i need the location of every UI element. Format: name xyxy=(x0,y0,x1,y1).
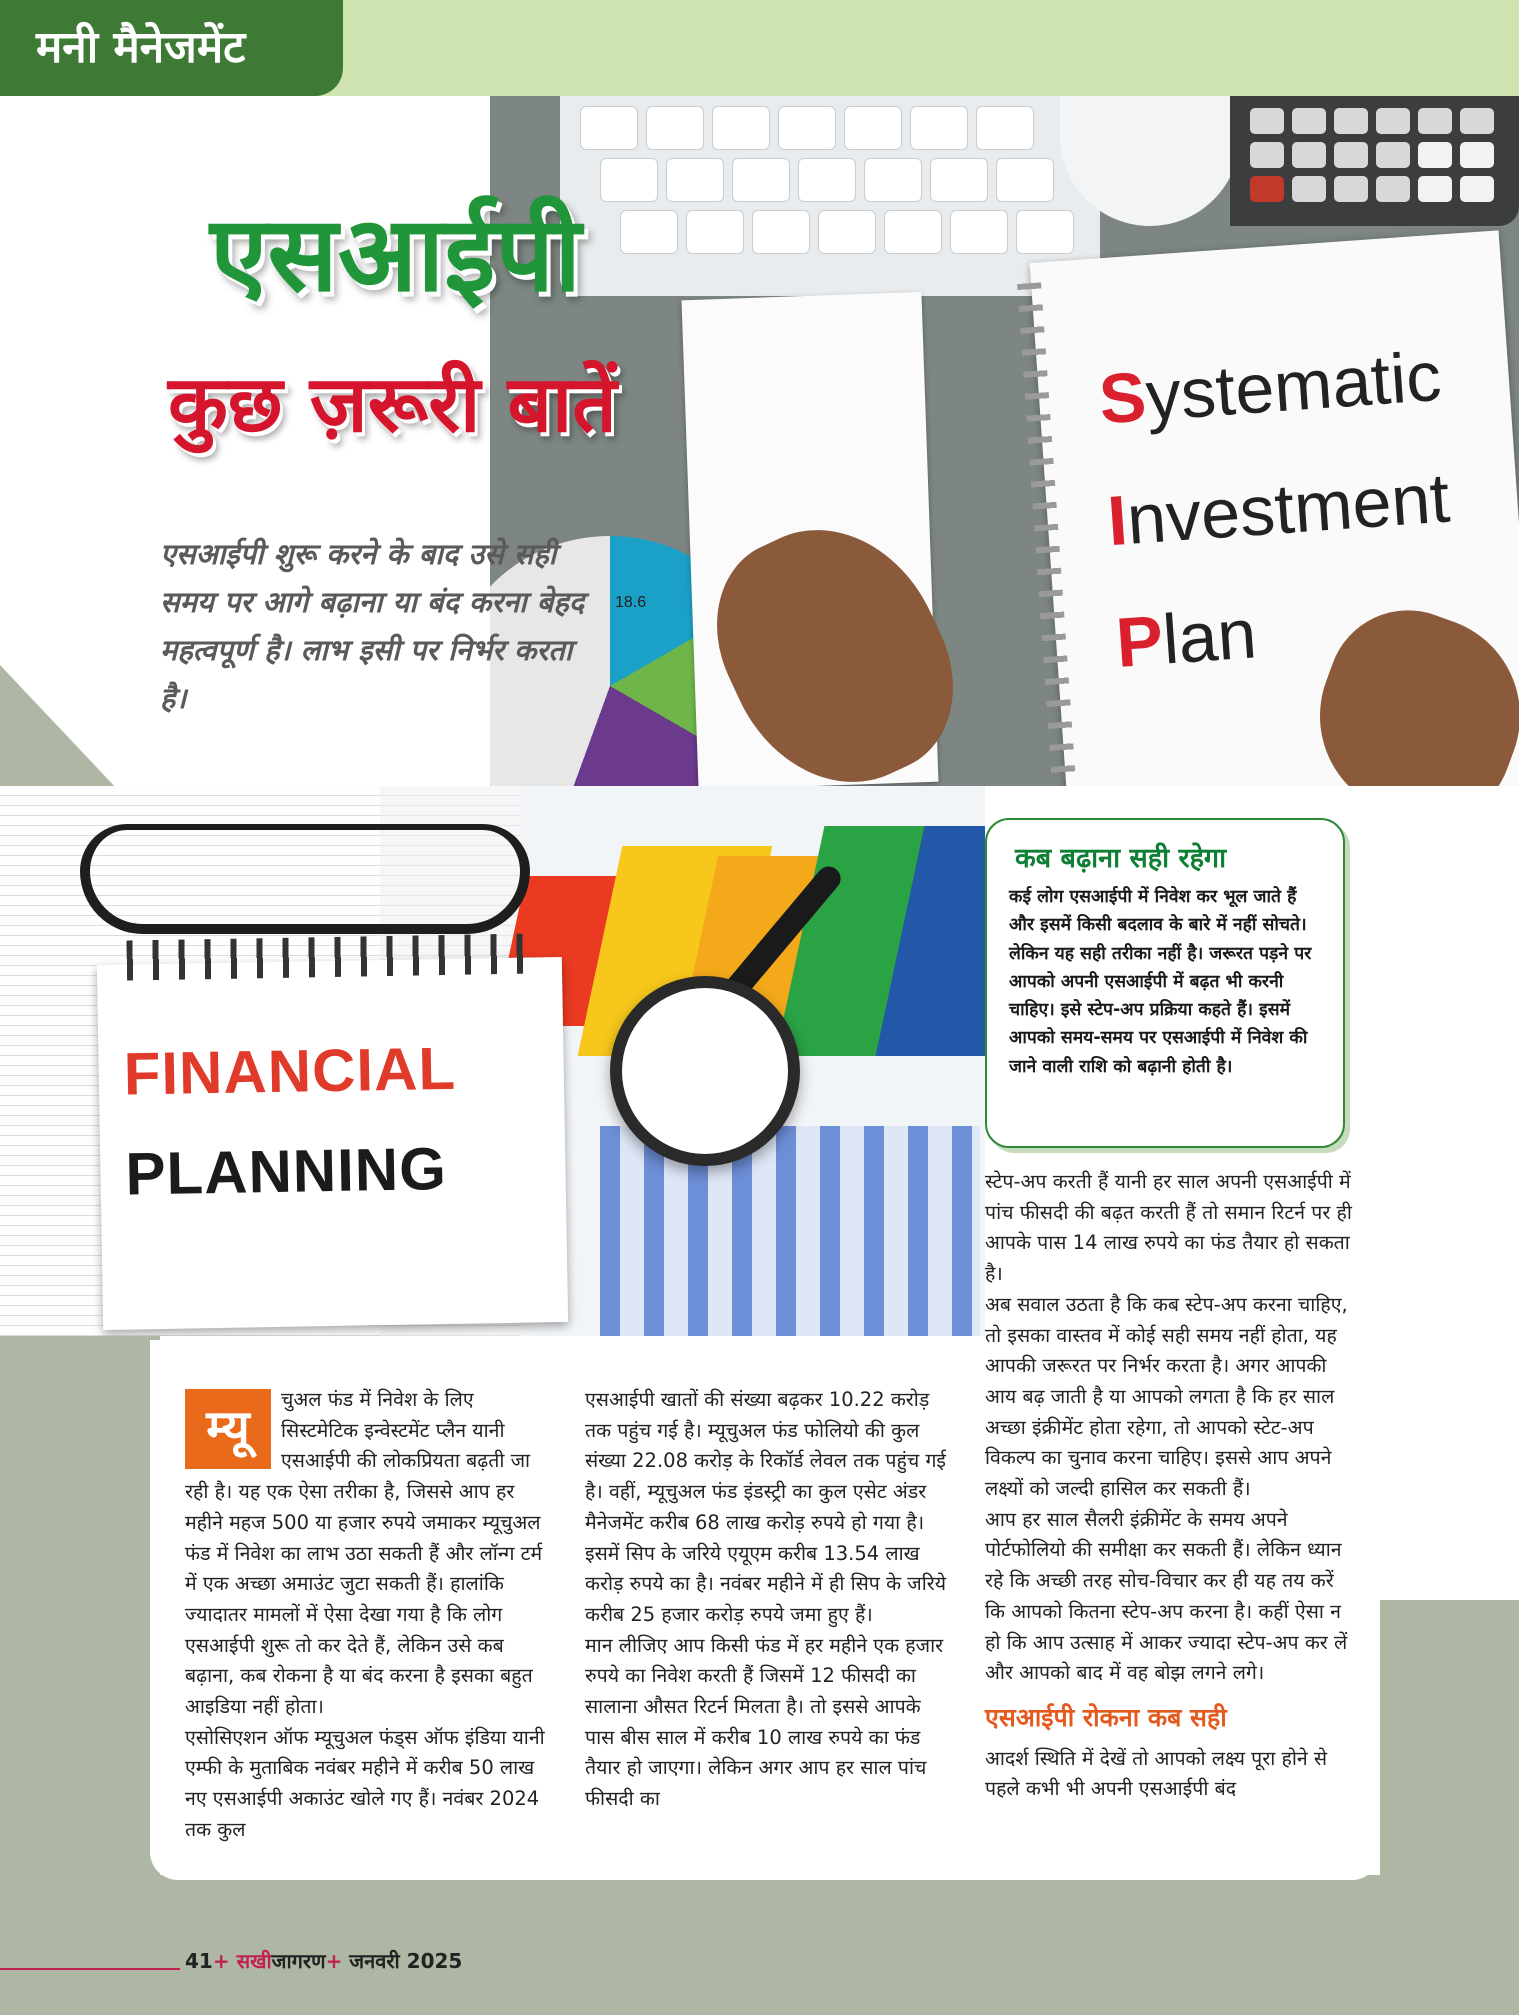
footer-rule xyxy=(0,1968,180,1970)
paragraph: अब सवाल उठता है कि कब स्टेप-अप करना चाहिए, तो इसका वास्तव में कोई सही समय नहीं होता, यह आपकी जरूरत पर निर्भर करता है। अगर आपकी आय बढ़ जाती है या आपको लगता है कि हर साल अच्छा इंक्रीमेंट होता रहेगा, तो आपको स्टेट-अप विकल्प का चुनाव करना चाहिए। इससे आप अपने लक्ष्यों को जल्दी हासिल कर सकती हैं। xyxy=(985,1292,1348,1501)
hero-image xyxy=(490,96,1519,786)
paragraph: आदर्श स्थिति में देखें तो आपको लक्ष्य पूरा होने से पहले कभी भी अपनी एसआईपी बंद xyxy=(985,1746,1328,1801)
paragraph: आप हर साल सैलरी इंक्रीमेंट के समय अपने पोर्टफोलियो की समीक्षा कर सकती हैं। लेकिन ध्यान रहे कि अच्छी तरह सोच-विचार कर ही यह तय करें कि आपको कितना स्टेप-अप करना है। कहीं ऐसा न हो कि आप उत्साह में आकर ज्यादा स्टेप-अप कर लें और आपको बाद में वह बोझ लगने लगे। xyxy=(985,1507,1348,1685)
publication-logo-part2: जागरण xyxy=(271,1949,326,1973)
paragraph: मान लीजिए आप किसी फंड में हर महीने एक हजार रुपये का निवेश करती हैं जिसमें 12 फीसदी का सालाना औसत रिटर्न मिलता है। तो इससे आपके पास बीस साल में करीब 10 लाख रुपये का फंड तैयार हो जाएगा। लेकिन अगर आप हर साल पांच फीसदी का xyxy=(585,1633,944,1811)
calculator-illustration xyxy=(1230,96,1519,226)
drop-cap: म्यू xyxy=(185,1389,271,1469)
notepad-word-financial: FINANCIAL xyxy=(123,1034,457,1108)
background-shape-bottom xyxy=(0,1875,1519,2015)
article-column-1 xyxy=(185,1385,550,1846)
notepad-spiral xyxy=(126,934,527,981)
article-column-2 xyxy=(585,1385,950,1815)
article-column-3 xyxy=(985,1167,1355,1805)
notepad-word-planning: PLANNING xyxy=(124,1135,448,1208)
sip-line-systematic: Systematic xyxy=(1096,336,1444,439)
keyboard-illustration xyxy=(560,96,1100,296)
sidebar-text: कई लोग एसआईपी में निवेश कर भूल जाते हैं और इसमें किसी बदलाव के बारे में नहीं सोचते। लेकिन यह सही तरीका नहीं है। जरूरत पड़ने पर आपको अपनी एसआईपी में बढ़त भी करनी चाहिए। इसे स्टेप-अप प्रक्रिया कहते हैं। इसमें आपको समय-समय पर एसआईपी में निवेश की जाने वाली राशि को बढ़ानी होती है। xyxy=(1009,887,1312,1077)
sip-line-plan: Plan xyxy=(1113,594,1259,682)
headline: एसआईपी xyxy=(210,193,582,315)
paragraph: एसआईपी खातों की संख्या बढ़कर 10.22 करोड़ तक पहुंच गई है। म्यूचुअल फंड फोलियो की कुल संख्या 22.08 करोड़ के रिकॉर्ड लेवल तक पहुंच गई है। वहीं, म्यूचुअल फंड इंडस्ट्री का कुल एसेट अंडर मैनेजमेंट करीब 68 लाख करोड़ रुपये हो गया है। इसमें सिप के जरिये एयूएम करीब 13.54 लाख करोड़ रुपये का है। नवंबर महीने में ही सिप के जरिये करीब 25 हजार करोड़ रुपये जमा हुए हैं। xyxy=(585,1388,947,1626)
paragraph: एसोसिएशन ऑफ म्यूचुअल फंड्स ऑफ इंडिया यानी एम्फी के मुताबिक नवंबर महीने में करीब 50 लाख नए एसआईपी अकाउंट खोले गए हैं। नवंबर 2024 तक कुल xyxy=(185,1725,545,1841)
sidebar-title: कब बढ़ाना सही रहेगा xyxy=(1015,843,1227,874)
section-label: मनी मैनेजमेंट xyxy=(0,0,343,96)
glasses-illustration xyxy=(80,824,530,934)
paragraph: चुअल फंड में निवेश के लिए सिस्टमेटिक इन्वेस्टमेंट प्लैन यानी एसआईपी की लोकप्रियता बढ़ती जा रही है। यह एक ऐसा तरीका है, जिससे आप हर महीने महज 500 या हजार रुपये जमाकर म्यूचुअल फंड में निवेश का लाभ उठा सकती हैं और लॉन्ग टर्म में एक अच्छा अमाउंट जुटा सकती हैं। हालांकि ज्यादातर मामलों में ऐसा देखा गया है कि लोग एसआईपी शुरू तो कर देते हैं, लेकिन उसे कब बढ़ाना, कब रोकना है या बंद करना है इसका बहुत आइडिया नहीं होता। xyxy=(185,1388,543,1719)
financial-planning-notepad xyxy=(97,957,568,1330)
page-number: 41 xyxy=(185,1949,213,1973)
paragraph: स्टेप-अप करती हैं यानी हर साल अपनी एसआईपी में पांच फीसदी की बढ़त करती हैं तो समान रिटर्न पर ही आपके पास 14 लाख रुपये का फंड तैयार हो सकता है। xyxy=(985,1170,1352,1286)
publication-logo-part1: सखी xyxy=(236,1949,272,1973)
page-footer: 41+ सखीजागरण+ जनवरी 2025 xyxy=(185,1949,463,1973)
article-subheading: एसआईपी रोकना कब सही xyxy=(985,1702,1227,1732)
notebook-spiral xyxy=(1017,282,1080,786)
magnifying-glass-illustration xyxy=(610,976,800,1166)
intro-text: एसआईपी शुरू करने के बाद उसे सही समय पर आगे बढ़ाना या बंद करना बेहद महत्वपूर्ण है। लाभ इसी पर निर्भर करता है। xyxy=(160,537,585,715)
financial-planning-image xyxy=(0,786,985,1336)
subheadline: कुछ ज़रूरी बातें xyxy=(168,360,617,450)
sip-line-investment: Investment xyxy=(1105,458,1453,561)
pie-chart-value: 18.6 xyxy=(615,594,647,611)
sidebar-box xyxy=(985,818,1345,1148)
issue-date: जनवरी 2025 xyxy=(349,1949,463,1973)
